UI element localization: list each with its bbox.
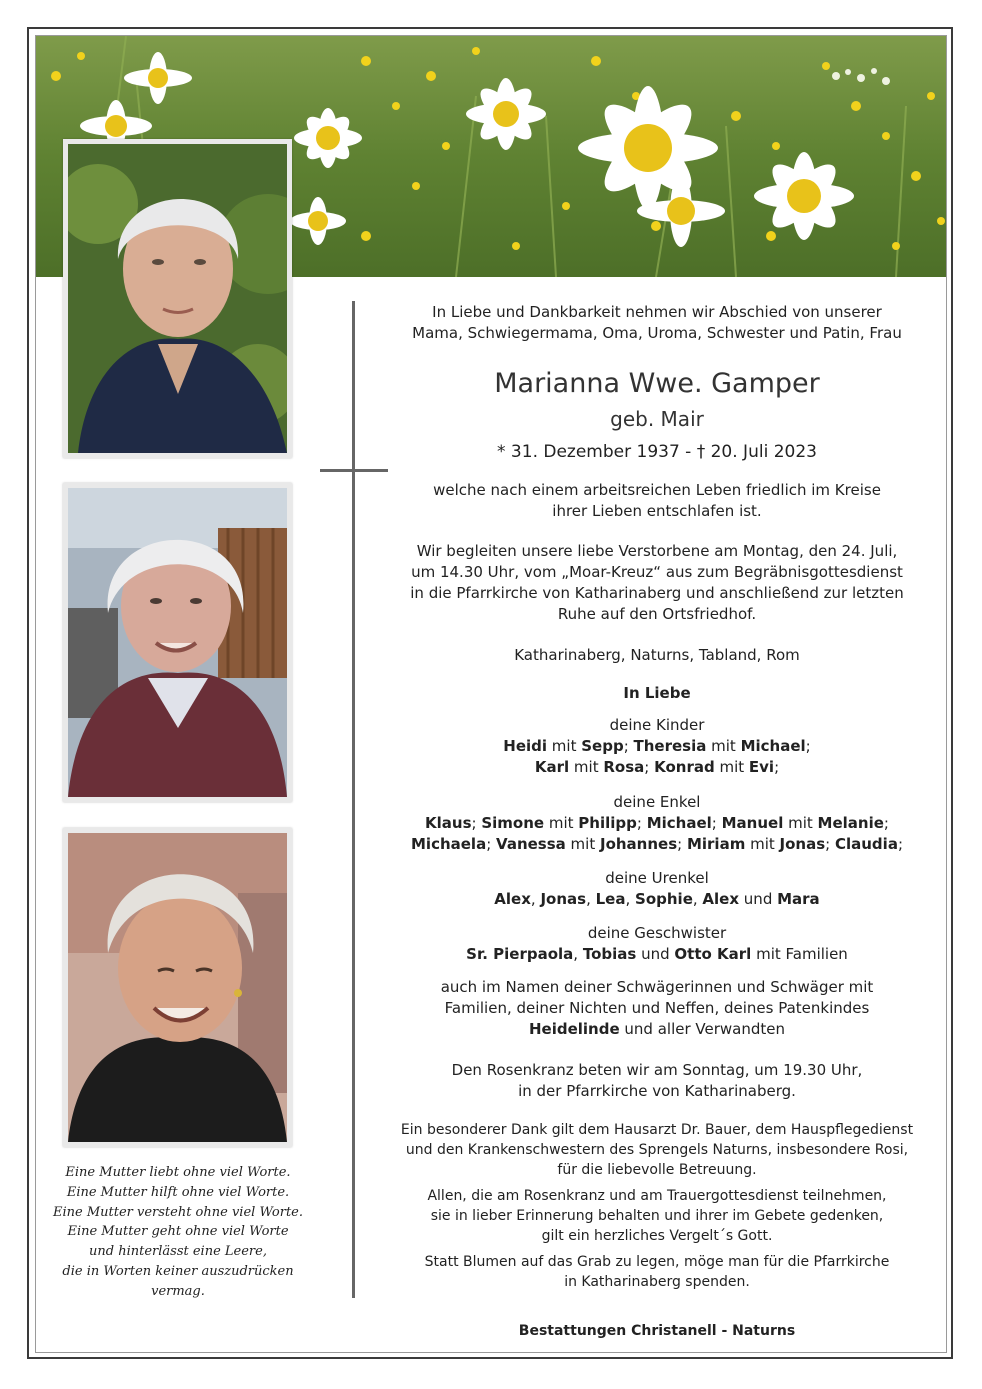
life-dates: * 31. Dezember 1937 - † 20. Juli 2023 [497,442,817,462]
sibling-name: Otto Karl [674,945,752,963]
cross-vertical-bar [352,301,355,1298]
siblings-line [392,944,922,965]
child-name: Theresia [633,737,707,755]
relatives-rest: und aller Verwandten [619,1020,785,1038]
separator: ; [805,737,811,755]
grandchildren-heading: deine Enkel [613,793,701,811]
maiden-name: geb. Mair [610,407,704,431]
child-name: Heidi [503,737,548,755]
connector: mit [783,814,818,832]
funeral-line-4: Ruhe auf den Ortsfriedhof. [557,605,757,623]
flowers-block [392,1252,922,1292]
attendees-line-1: Allen, die am Rosenkranz und am Trauergottesdienst teilnehmen, [427,1188,887,1204]
attendees-line-2: sie in lieber Erinnerung behalten und ihrer im Gebete gedenken, [430,1208,884,1224]
great-grandchild-name: Jonas [540,890,587,908]
deceased-name: Marianna Wwe. Gamper [494,368,820,399]
flowers-line-2: in Katharinaberg spenden. [564,1274,750,1290]
rosary-line-2: in der Pfarrkirche von Katharinaberg. [518,1082,796,1100]
funeral-line-3: in die Pfarrkirche von Katharinaberg und anschließend zur letzten [410,584,904,602]
intro-line-2: Mama, Schwiegermama, Oma, Uroma, Schwester und Patin, Frau [412,324,902,342]
attendees-block [392,1186,922,1246]
separator: , [530,890,541,908]
funeral-line-2: um 14.30 Uhr, vom „Moar-Kreuz“ aus zum Begräbnisgottesdienst [411,563,903,581]
sibling-name: Tobias [582,945,637,963]
grandchild-name: Michael [646,814,712,832]
poem-line: Eine Mutter versteht ohne viel Worte. [52,1204,304,1220]
siblings-heading: deine Geschwister [587,924,727,942]
grandchild-name: Jonas [779,835,826,853]
poem-line: Eine Mutter liebt ohne viel Worte. [65,1165,291,1180]
poem-line: vermag. [151,1283,205,1299]
portrait-photo-2 [63,483,292,802]
grandchild-name: Klaus [425,814,472,832]
thanks-block [392,1120,922,1180]
child-name: Karl [534,758,570,776]
great-grandchild-name: Alex [494,890,531,908]
separator: ; [636,814,647,832]
connector: und [636,945,675,963]
passing-text [392,480,922,522]
poem-line: und hinterlässt eine Leere, [89,1244,267,1260]
separator: ; [677,835,687,853]
separator: , [573,945,583,963]
flowers-line-1: Statt Blumen auf das Grab zu legen, möge man für die Pfarrkirche [424,1254,890,1270]
grandchildren-line-1 [392,813,922,834]
grandchild-name: Melanie [817,814,884,832]
separator: , [692,890,703,908]
great-grandchildren-line [392,889,922,910]
relatives-line-3 [392,1019,922,1040]
relatives-block [392,977,922,1040]
poem-line: die in Worten keiner auszudrücken [62,1263,294,1279]
thanks-line-2: und den Krankenschwestern des Sprengels Naturns, insbesondere Rosi, [405,1142,909,1158]
grandchild-name: Vanessa [496,835,566,853]
godchild-name: Heidelinde [528,1020,620,1038]
great-grandchildren-block [392,868,922,910]
grandchild-name: Simone [481,814,545,832]
separator: ; [897,835,903,853]
rosary-line-1: Den Rosenkranz beten wir am Sonntag, um 19.30 Uhr, [451,1061,863,1079]
portrait-photo-3 [63,828,292,1147]
grandchildren-block [392,792,922,855]
grandchild-name: Johannes [599,835,678,853]
great-grandchildren-heading: deine Urenkel [605,869,709,887]
passing-line-1: welche nach einem arbeitsreichen Leben friedlich im Kreise [433,481,881,499]
portrait-photo-1 [63,139,292,458]
grandchild-name: Miriam [686,835,746,853]
connector: mit [544,814,579,832]
grandchild-name: Michaela [411,835,487,853]
places: Katharinaberg, Naturns, Tabland, Rom [514,646,800,664]
sibling-name: Sr. Pierpaola [466,945,574,963]
separator: , [586,890,596,908]
spouse-name: Evi [748,758,775,776]
relatives-line-1: auch im Namen deiner Schwägerinnen und Schwäger mit [440,978,874,996]
great-grandchild-name: Sophie [635,890,693,908]
connector: mit [745,835,780,853]
separator: ; [883,814,889,832]
thanks-line-1: Ein besonderer Dank gilt dem Hausarzt Dr. Bauer, dem Hauspflegedienst [400,1122,914,1138]
grandchildren-line-2 [392,834,922,855]
poem-line: Eine Mutter hilft ohne viel Worte. [66,1184,290,1200]
separator: ; [644,758,655,776]
connector: mit [547,737,582,755]
grandchild-name: Manuel [721,814,784,832]
connector: mit [569,758,604,776]
thanks-line-3: für die liebevolle Betreuung. [557,1162,757,1178]
rosary-block [392,1060,922,1102]
grandchild-name: Claudia [834,835,898,853]
funeral-line-1: Wir begleiten unsere liebe Verstorbene am Montag, den 24. Juli, [416,542,898,560]
funeral-text [392,541,922,625]
connector: mit Familien [751,945,848,963]
spouse-name: Rosa [603,758,645,776]
separator: ; [471,814,482,832]
separator: ; [825,835,835,853]
attendees-line-3: gilt ein herzliches Vergelt´s Gott. [541,1228,773,1244]
separator: ; [711,814,722,832]
children-line-2 [392,757,922,778]
connector: mit [706,737,741,755]
great-grandchild-name: Mara [777,890,820,908]
separator: , [625,890,636,908]
funeral-home-footer: Bestattungen Christanell - Naturns [518,1323,796,1339]
mother-poem [50,1163,306,1302]
connector: und [739,890,778,908]
children-heading: deine Kinder [609,716,705,734]
separator: ; [623,737,634,755]
great-grandchild-name: Alex [702,890,740,908]
separator: ; [774,758,780,776]
child-name: Konrad [654,758,715,776]
spouse-name: Sepp [581,737,624,755]
great-grandchild-name: Lea [595,890,626,908]
passing-line-2: ihrer Lieben entschlafen ist. [552,502,762,520]
spouse-name: Michael [740,737,806,755]
connector: mit [565,835,600,853]
connector: mit [714,758,749,776]
relatives-line-2: Familien, deiner Nichten und Neffen, deines Patenkindes [444,999,870,1017]
intro-line-1: In Liebe und Dankbarkeit nehmen wir Abschied von unserer [432,303,882,321]
children-line-1 [392,736,922,757]
separator: ; [486,835,497,853]
cross-horizontal-bar [320,469,388,472]
siblings-block [392,923,922,965]
children-block [392,715,922,778]
in-liebe-heading [392,683,922,704]
intro-text [392,302,922,344]
poem-line: Eine Mutter geht ohne viel Worte [67,1224,289,1240]
in-liebe-label: In Liebe [623,684,691,702]
grandchild-name: Philipp [578,814,637,832]
